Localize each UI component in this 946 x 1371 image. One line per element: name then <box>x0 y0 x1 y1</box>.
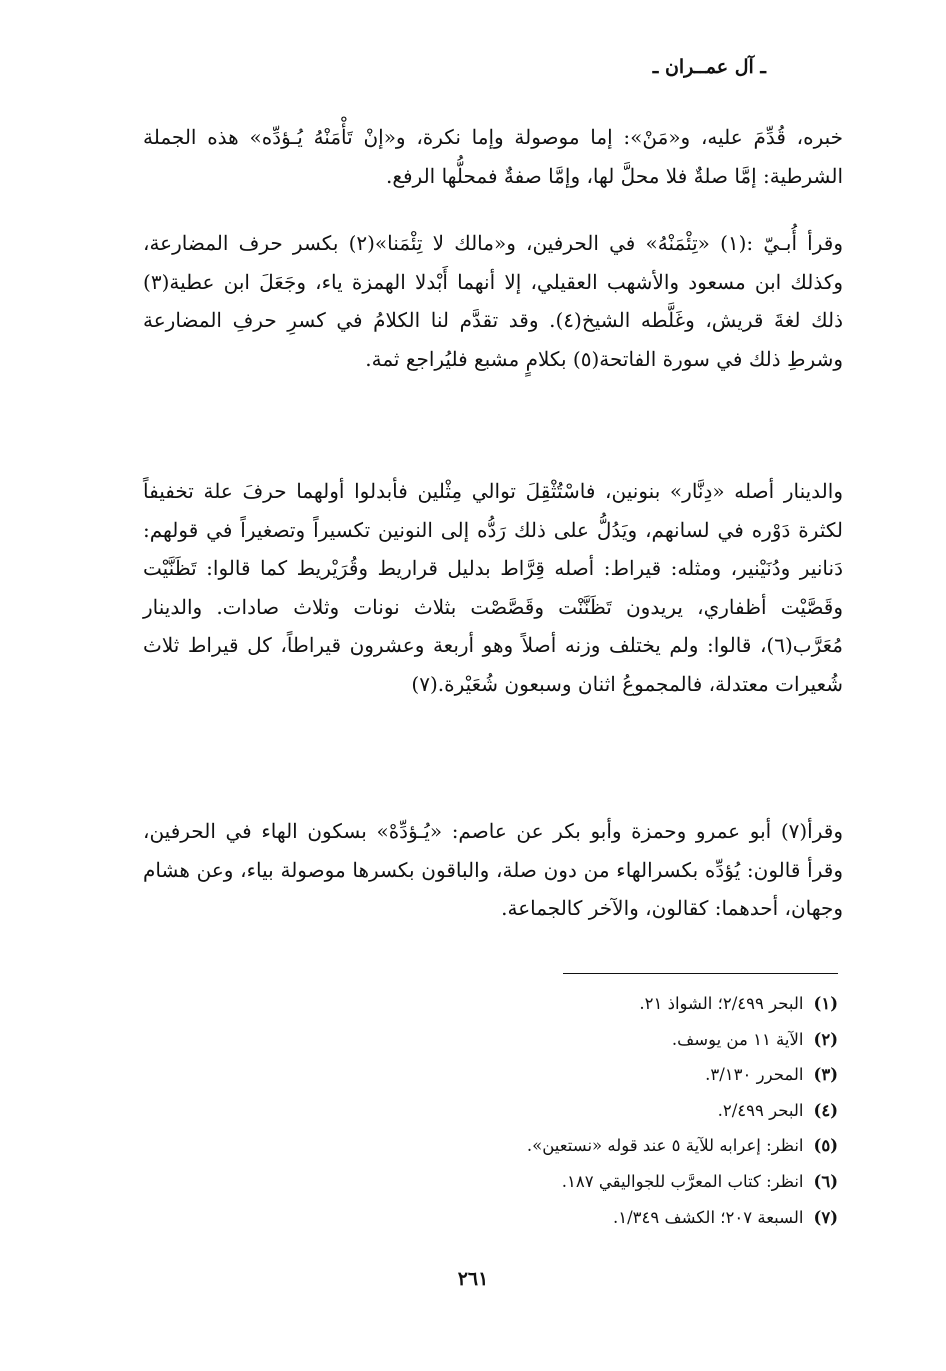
footnote-text: انظر: إعرابه للآية ٥ عند قوله «نستعين». <box>526 1136 804 1156</box>
footnote-text: انظر: كتاب المعرَّب للجواليقي ١٨٧. <box>561 1171 804 1191</box>
footnote <box>418 1128 838 1164</box>
footnote-text: البحر ٢/٤٩٩. <box>717 1100 804 1120</box>
footnote-text: الآية ١١ من يوسف. <box>671 1029 804 1049</box>
footnote-text: السبعة ٢٠٧؛ الكشف ١/٣٤٩. <box>613 1207 804 1227</box>
footnote <box>418 986 838 1022</box>
footnote-number: (٧) <box>813 1207 838 1227</box>
paragraph-3: والدينار أصله «دِنَّار» بنونين، فاسْتُثْقِلَ توالي مِثْلين فأبدلوا أولهما حرفَ علة تخفيفاً لكثرة دَوْره في لسانهم، ويَدُلُّ على ذلك رَدُّه إلى النونين تكسيراً وتصغيراً في قولهم: دَنانير ودُنَيْنير، ومثله: قيراط: أصله قِرَّاط بدليل قراريط وقُرَيْريط كما قالوا: تَظَنَّيْت وقَصَّيْت أظفاري، يريدون تَظَنَّنْت وقَصَّصْت بثلاث نونات وثلاث صادات. والدينار مُعَرَّب(٦)، قالوا: ولم يختلف وزنه أصلاً وهو أربعة وعشرون قيراطاً، كل قيراط ثلاث شُعيرات معتدلة، فالمجموعُ اثنان وسبعون شُعَيْرة.(٧) <box>143 479 844 696</box>
footnote-text: المحرر ٣/١٣٠. <box>705 1065 804 1085</box>
footnote <box>418 1022 838 1058</box>
footnote <box>418 1200 838 1236</box>
running-header: ـ آل عمــران ـ <box>652 56 766 78</box>
footnote-number: (٦) <box>813 1171 838 1191</box>
footnote <box>418 1057 838 1093</box>
paragraph-1: خبره، قُدِّمَ عليه، و«مَنْ»: إما موصولة وإما نكرة، و«إنْ تَأْمَنْهُ يُـؤدِّه» هذه الجملة الشرطية: إمَّا صلةٌ فلا محلَّ لها، وإمَّا صفةٌ فمحلُّها الرفع. <box>143 125 843 188</box>
footnote-number: (١) <box>813 994 838 1013</box>
footnote <box>418 1164 838 1200</box>
footnote-number: (٢) <box>813 1029 838 1049</box>
footnotes-list <box>418 986 838 1235</box>
footnote-number: (٣) <box>813 1065 838 1085</box>
footnote-number: (٤) <box>813 1100 838 1120</box>
footnote-text: البحر ٢/٤٩٩؛ الشواذ ٢١. <box>639 994 804 1013</box>
page-number: ٢٦١ <box>457 1268 489 1290</box>
footnote-divider <box>563 973 838 974</box>
footnote <box>418 1093 838 1129</box>
footnote-number: (٥) <box>813 1136 838 1156</box>
paragraph-4: وقرأ(٧) أبو عمرو وحمزة وأبو بكر عن عاصم: «يُـؤدِّهْ» بسكون الهاء في الحرفين، وقرأ قالون: يُؤدِّه بكسرالهاء من دون صلة، والباقون بكسرها موصولة بياء، وعن هشام وجهان، أحدهما: كقالون، والآخر كالجماعة. <box>143 819 843 921</box>
paragraph-2: وقرأ أُبـيّ :(١) «تِئْمَنْهُ» في الحرفين، و«مالك لا تِئْمَنا»(٢) بكسر حرف المضارعة، وكذلك ابن مسعود والأشهب العقيلي، إلا أنهما أَبْدلا الهمزة ياء، وجَعَلَ ابن عطية(٣) ذلك لغةَ قريش، وغَلَّطه الشيخ(٤). وقد تقدَّم لنا الكلامُ في كسرِ حرفِ المضارعة وشرطِ ذلك في سورة الفاتحة(٥) بكلامٍ مشبع فليُراجع ثمة. <box>143 231 843 371</box>
